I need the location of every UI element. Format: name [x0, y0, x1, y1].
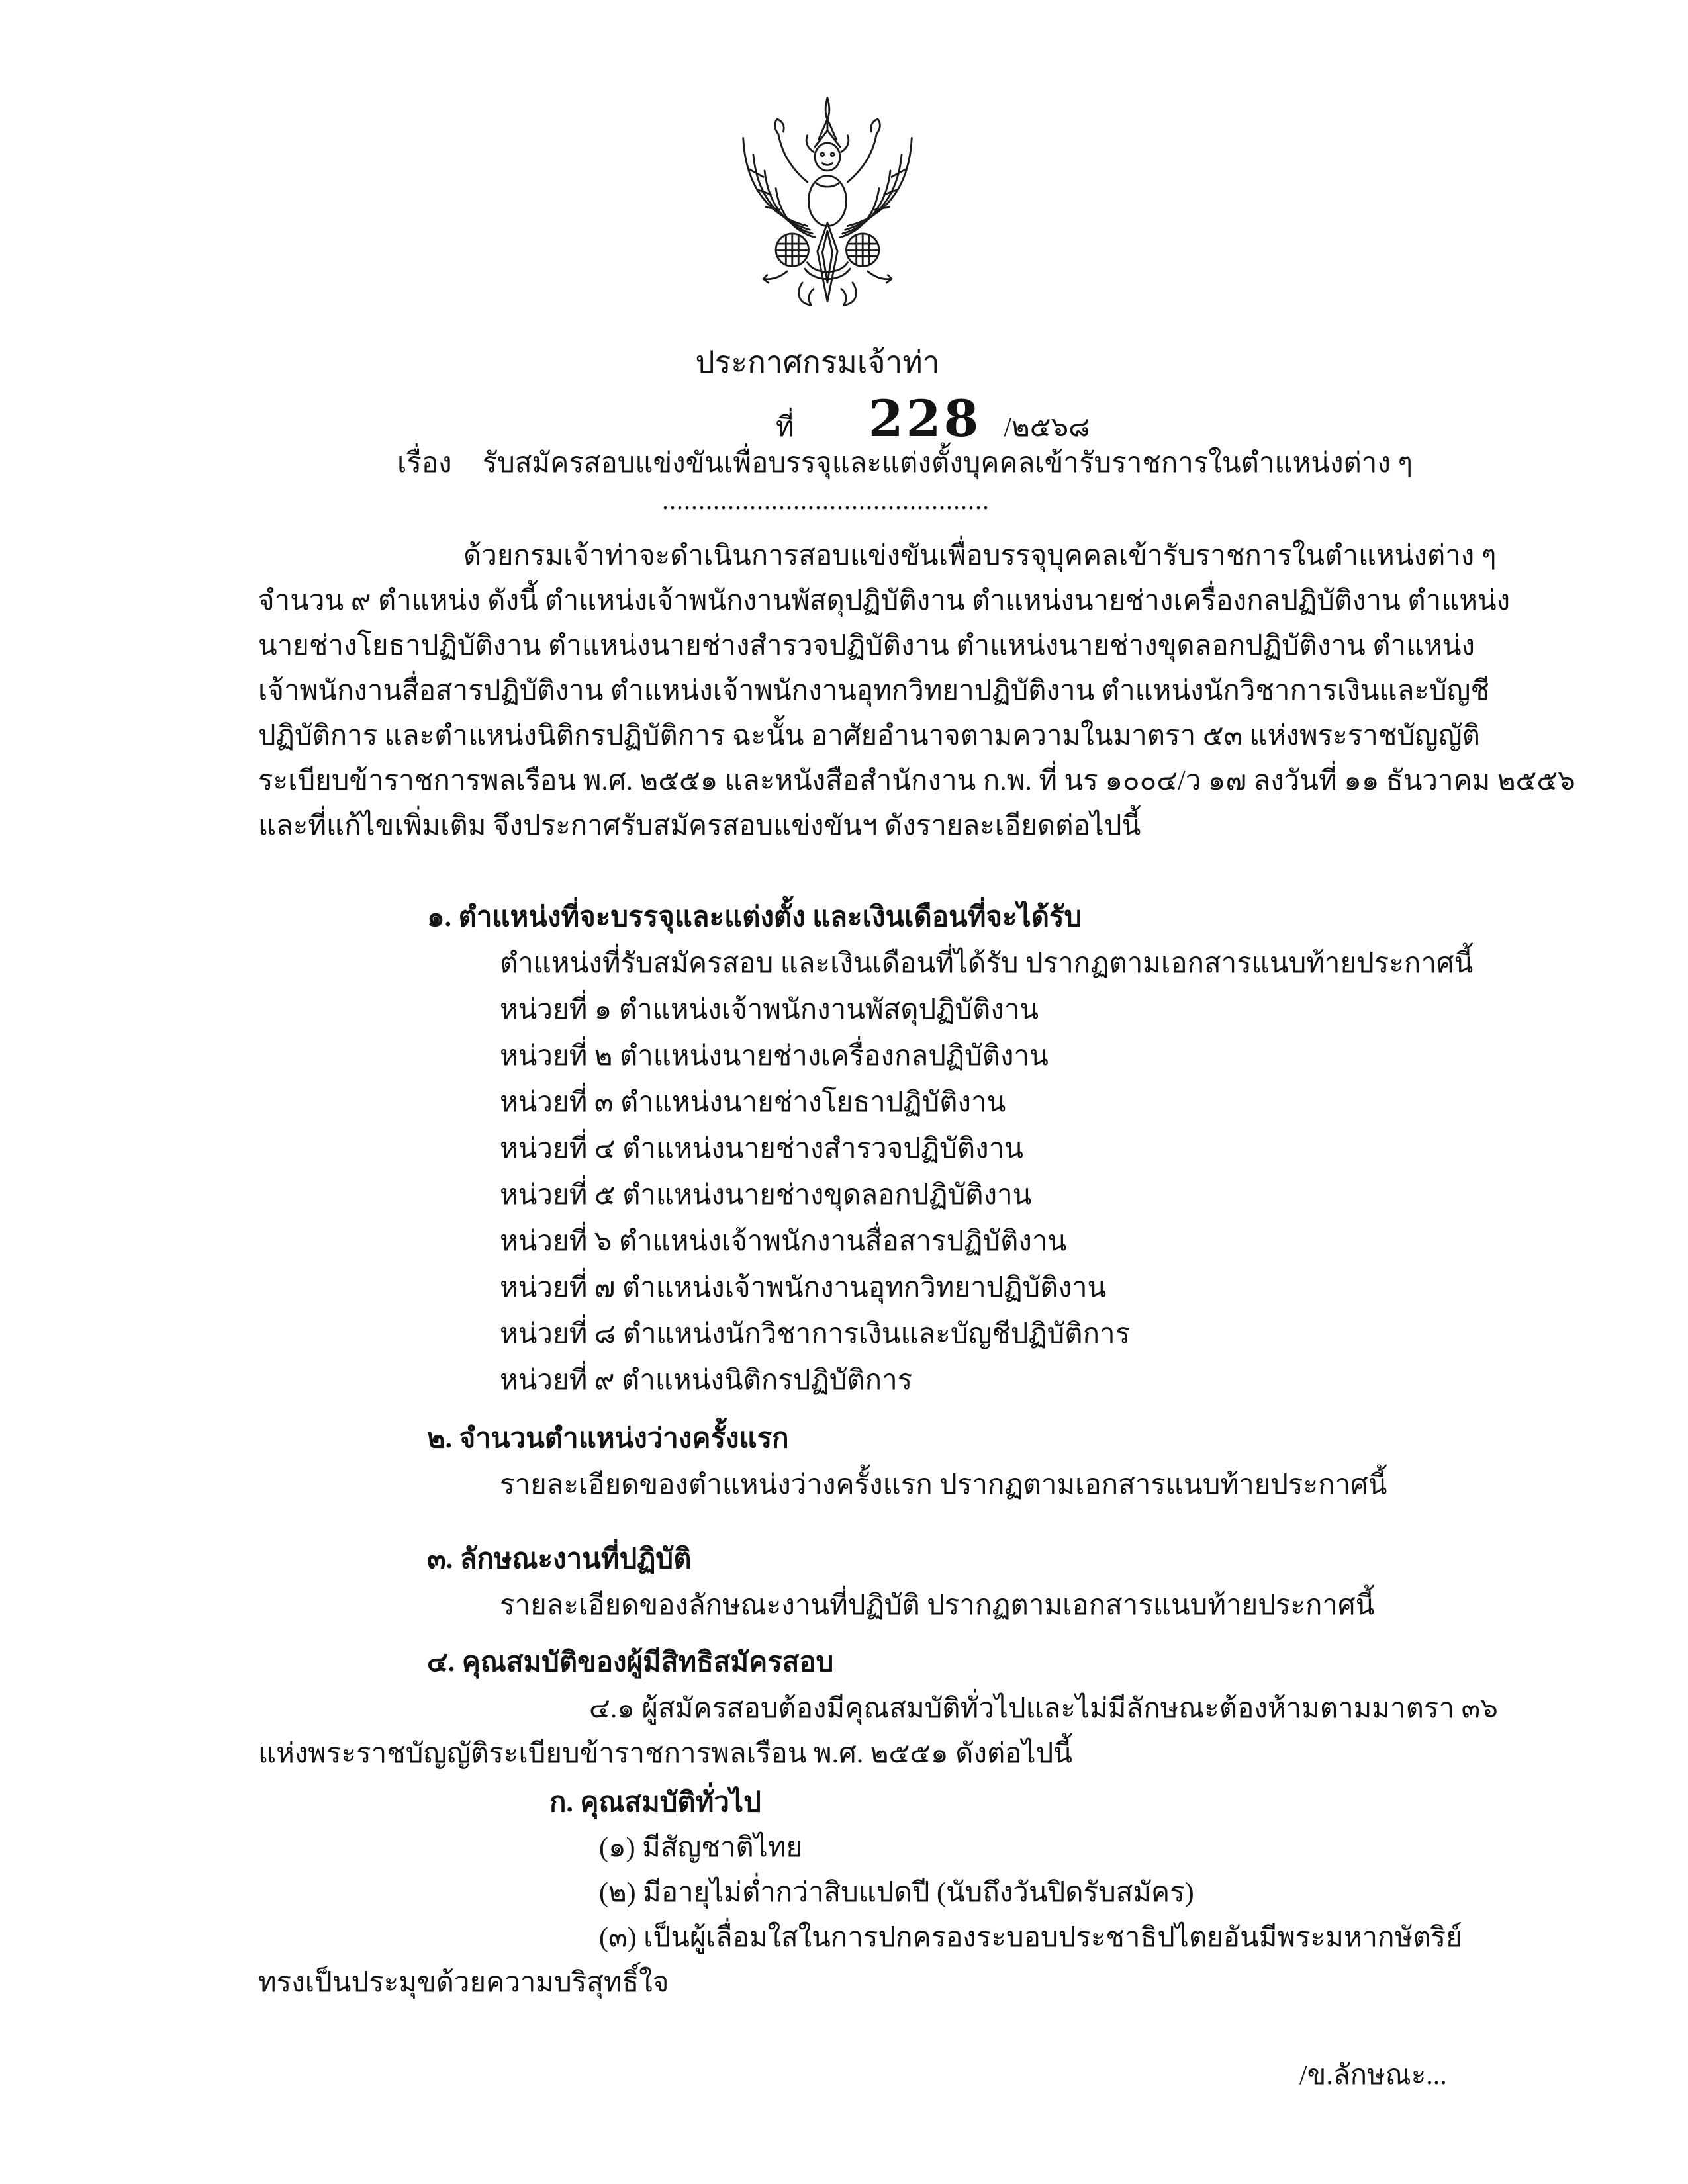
- clause-4-1-line-1: ๔.๑ ผู้สมัครสอบต้องมีคุณสมบัติทั่วไปและไม่มีลักษณะต้องห้ามตามมาตรา ๓๖: [589, 1694, 1498, 1724]
- unit-item: หน่วยที่ ๑ ตำแหน่งเจ้าพนักงานพัสดุปฏิบัติงาน: [500, 995, 1039, 1025]
- unit-item: หน่วยที่ ๗ ตำแหน่งเจ้าพนักงานอุทกวิทยาปฏิบัติงาน: [500, 1273, 1107, 1303]
- general-qualifications-heading: ก. คุณสมบัติทั่วไป: [549, 1788, 761, 1818]
- intro-line: และที่แก้ไขเพิ่มเติม จึงประกาศรับสมัครสอบแข่งขันฯ ดังรายละเอียดต่อไปนี้: [258, 811, 1141, 841]
- qualification-item: (๑) มีสัญชาติไทย: [599, 1833, 803, 1863]
- unit-item: หน่วยที่ ๓ ตำแหน่งนายช่างโยธาปฏิบัติงาน: [500, 1087, 1006, 1118]
- doc-number: 228: [868, 389, 982, 448]
- section-2-body: รายละเอียดของตำแหน่งว่างครั้งแรก ปรากฏตามเอกสารแนบท้ายประกาศนี้: [500, 1470, 1387, 1500]
- subject-line: [397, 445, 1413, 482]
- intro-line: ด้วยกรมเจ้าท่าจะดำเนินการสอบแข่งขันเพื่อบรรจุบุคคลเข้ารับราชการในตำแหน่งต่าง ๆ: [463, 541, 1497, 571]
- intro-line: นายช่างโยธาปฏิบัติงาน ตำแหน่งนายช่างสำรวจปฏิบัติงาน ตำแหน่งนายช่างขุดลอกปฏิบัติงาน ตำแหน่ง: [258, 631, 1476, 661]
- section-3-heading: ๓. ลักษณะงานที่ปฏิบัติ: [427, 1544, 692, 1574]
- section-1-heading: ๑. ตำแหน่งที่จะบรรจุและแต่งตั้ง และเงินเดือนที่จะได้รับ: [427, 902, 1082, 933]
- section-1-intro: ตำแหน่งที่รับสมัครสอบ และเงินเดือนที่ได้รับ ปรากฏตามเอกสารแนบท้ายประกาศนี้: [500, 948, 1474, 979]
- doc-number-prefix: ที่: [776, 412, 794, 443]
- intro-line: ปฏิบัติการ และตำแหน่งนิติกรปฏิบัติการ ฉะนั้น อาศัยอำนาจตามความในมาตรา ๕๓ แห่งพระราชบัญญัติ: [258, 721, 1480, 751]
- doc-number-year: /๒๕๖๘: [1004, 412, 1090, 443]
- unit-item: หน่วยที่ ๘ ตำแหน่งนักวิชาการเงินและบัญชีปฏิบัติการ: [500, 1319, 1131, 1349]
- qualification-item: (๓) เป็นผู้เลื่อมใสในการปกครองระบอบประชาธิปไตยอันมีพระมหากษัตริย์: [599, 1923, 1462, 1953]
- intro-line: ระเบียบข้าราชการพลเรือน พ.ศ. ๒๕๕๑ และหนังสือสำนักงาน ก.พ. ที่ นร ๑๐๐๔/ว ๑๗ ลงวันที่ ๑๑ ธันวาคม ๒๕๕๖: [258, 766, 1575, 796]
- subject-label: เรื่อง: [397, 448, 452, 478]
- clause-4-1-line-2: แห่งพระราชบัญญัติระเบียบข้าราชการพลเรือน พ.ศ. ๒๕๕๑ ดังต่อไปนี้: [258, 1739, 1072, 1769]
- announcement-title: ประกาศกรมเจ้าท่า: [695, 345, 940, 379]
- qualification-item: (๒) มีอายุไม่ต่ำกว่าสิบแปดปี (นับถึงวันปิดรับสมัคร): [599, 1878, 1194, 1908]
- page-continuation-mark: /ข.ลักษณะ...: [1299, 2060, 1447, 2091]
- dotted-divider: .............................................: [662, 485, 990, 515]
- intro-line: เจ้าพนักงานสื่อสารปฏิบัติงาน ตำแหน่งเจ้าพนักงานอุทกวิทยาปฏิบัติงาน ตำแหน่งนักวิชาการเงินและบัญชี: [258, 676, 1489, 706]
- unit-item: หน่วยที่ ๖ ตำแหน่งเจ้าพนักงานสื่อสารปฏิบัติงาน: [500, 1226, 1067, 1257]
- unit-item: หน่วยที่ ๕ ตำแหน่งนายช่างขุดลอกปฏิบัติงาน: [500, 1180, 1032, 1210]
- section-4-heading: ๔. คุณสมบัติของผู้มีสิทธิสมัครสอบ: [427, 1647, 834, 1678]
- unit-item: หน่วยที่ ๒ ตำแหน่งนายช่างเครื่องกลปฏิบัติงาน: [500, 1041, 1049, 1071]
- qualification-item-continuation: ทรงเป็นประมุขด้วยความบริสุทธิ์ใจ: [258, 1968, 669, 1998]
- unit-item: หน่วยที่ ๔ ตำแหน่งนายช่างสำรวจปฏิบัติงาน: [500, 1134, 1023, 1164]
- section-2-heading: ๒. จำนวนตำแหน่งว่างครั้งแรก: [427, 1424, 789, 1454]
- unit-item: หน่วยที่ ๙ ตำแหน่งนิติกรปฏิบัติการ: [500, 1365, 913, 1396]
- intro-line: จำนวน ๙ ตำแหน่ง ดังนี้ ตำแหน่งเจ้าพนักงานพัสดุปฏิบัติงาน ตำแหน่งนายช่างเครื่องกลปฏิบัติงาน ตำแหน่ง: [258, 586, 1511, 616]
- section-3-body: รายละเอียดของลักษณะงานที่ปฏิบัติ ปรากฏตามเอกสารแนบท้ายประกาศนี้: [500, 1590, 1375, 1621]
- subject-text: รับสมัครสอบแข่งขันเพื่อบรรจุและแต่งตั้งบุคคลเข้ารับราชการในตำแหน่งต่าง ๆ: [482, 448, 1413, 478]
- garuda-emblem: [727, 94, 928, 324]
